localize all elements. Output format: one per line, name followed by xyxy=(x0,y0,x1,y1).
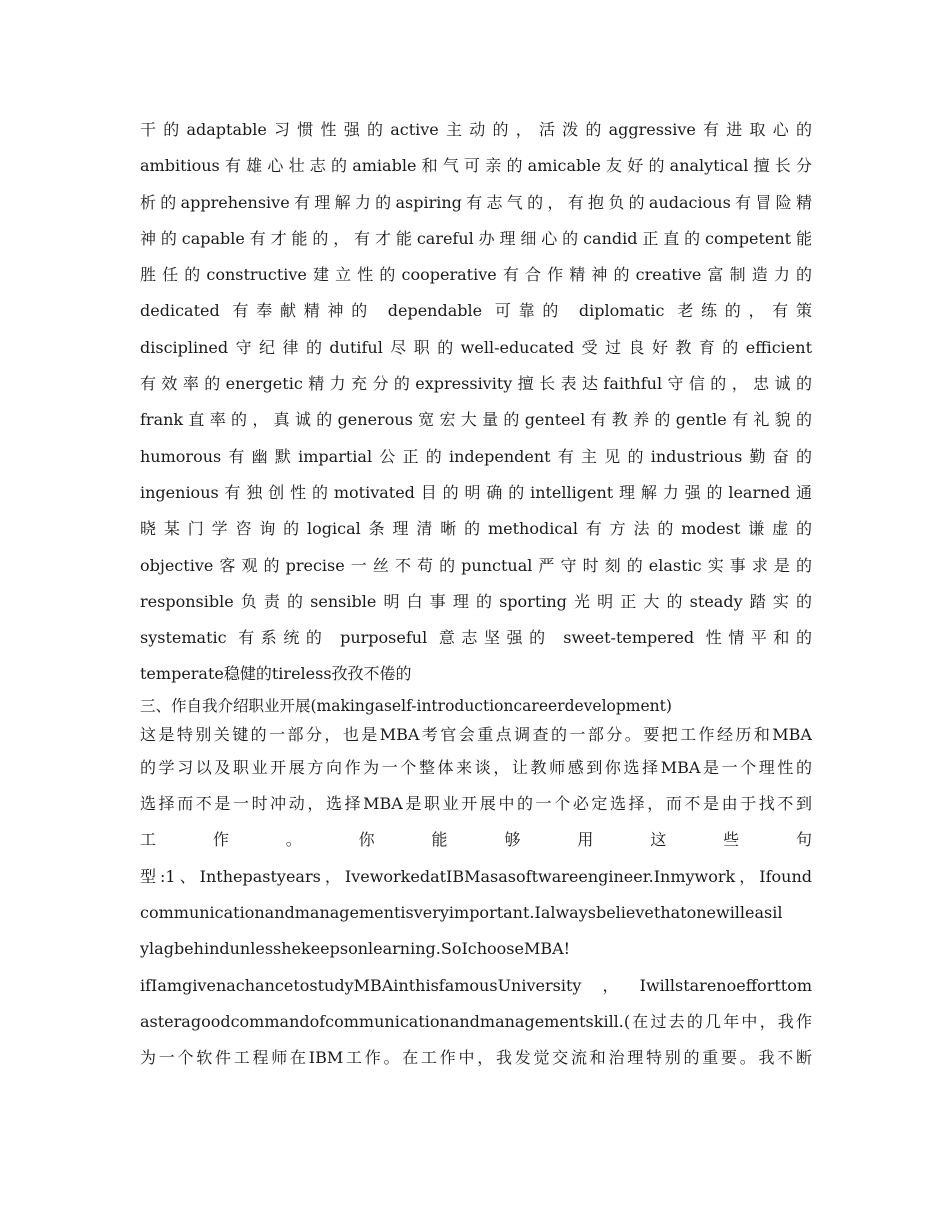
text-line: 干的adaptable习惯性强的active主动的，活泼的aggressive有进取心的 xyxy=(140,120,812,139)
text-line: systematic 有系统的 purposeful 意志坚强的 sweet-tempered 性情平和的 xyxy=(140,628,812,648)
text-line: ambitious有雄心壮志的amiable和气可亲的amicable友好的analytical擅长分 xyxy=(140,156,812,176)
paragraph-line: asteragoodcommandofcommunicationandmanagementskill.(在过去的几年中，我作 xyxy=(140,1011,812,1031)
paragraph-line: communicationandmanagementisveryimportant.Ialwaysbelievethatonewilleasil xyxy=(140,902,783,922)
document-page xyxy=(140,112,812,1076)
text-line: objective客观的precise一丝不苟的punctual严守时刻的elastic实事求是的 xyxy=(140,555,812,575)
paragraph-line: 这是特别关键的一部分，也是MBA考官会重点调查的一部分。要把工作经历和MBA xyxy=(140,724,812,744)
text-line: 晓某门学咨询的logical条理清晰的methodical有方法的modest谦虚的 xyxy=(140,519,812,539)
paragraph-line: ifIamgivenachancetostudyMBAinthisfamousUniversity，Iwillstarenoefforttom xyxy=(140,975,812,995)
text-line: 神的capable有才能的，有才能careful办理细心的candid正直的competent能 xyxy=(140,228,812,248)
text-line: dedicated 有奉献精神的 dependable 可靠的 diplomatic 老练的，有策 xyxy=(140,301,812,321)
text-line: 胜任的constructive建立性的cooperative有合作精神的creative富制造力的 xyxy=(140,265,812,285)
text-line: 析的apprehensive有理解力的aspiring有志气的，有抱负的audacious有冒险精 xyxy=(140,192,812,212)
paragraph-line: 为一个软件工程师在IBM工作。在工作中，我发觉交流和治理特别的重要。我不断 xyxy=(140,1048,812,1068)
paragraph-line: 的学习以及职业开展方向作为一个整体来谈，让教师感到你选择MBA是一个理性的 xyxy=(140,757,812,777)
text-line: 有效率的energetic精力充分的expressivity擅长表达faithful守信的，忠诚的 xyxy=(140,374,812,394)
paragraph-line: ylagbehindunlesshekeepsonlearning.SoIchooseMBA! xyxy=(140,939,571,959)
text-line: frank直率的，真诚的generous宽宏大量的genteel有教养的gentle有礼貌的 xyxy=(140,410,812,430)
text-line: disciplined守纪律的dutiful尽职的well-educated受过良好教育的efficient xyxy=(140,337,812,357)
text-line: humorous有幽默impartial公正的independent有主见的industrious勤奋的 xyxy=(140,446,812,466)
text-line: ingenious有独创性的motivated目的明确的intelligent理解力强的learned通 xyxy=(140,482,812,502)
paragraph-line: 型:1、Inthepastyears，IveworkedatIBMasasoftwareengineer.Inmywork，Ifound xyxy=(140,866,812,886)
paragraph-line: 工 作 。 你 能 够 用 这 些 句 xyxy=(140,830,812,850)
text-line: temperate稳健的tireless孜孜不倦的 xyxy=(140,664,412,684)
paragraph-line: 选择而不是一时冲动，选择MBA是职业开展中的一个必定选择，而不是由于找不到 xyxy=(140,794,812,814)
section-heading: 三、作自我介绍职业开展(makingaself-introductioncareerdevelopment) xyxy=(140,696,672,715)
text-line: responsible负责的sensible明白事理的sporting光明正大的steady踏实的 xyxy=(140,591,812,611)
